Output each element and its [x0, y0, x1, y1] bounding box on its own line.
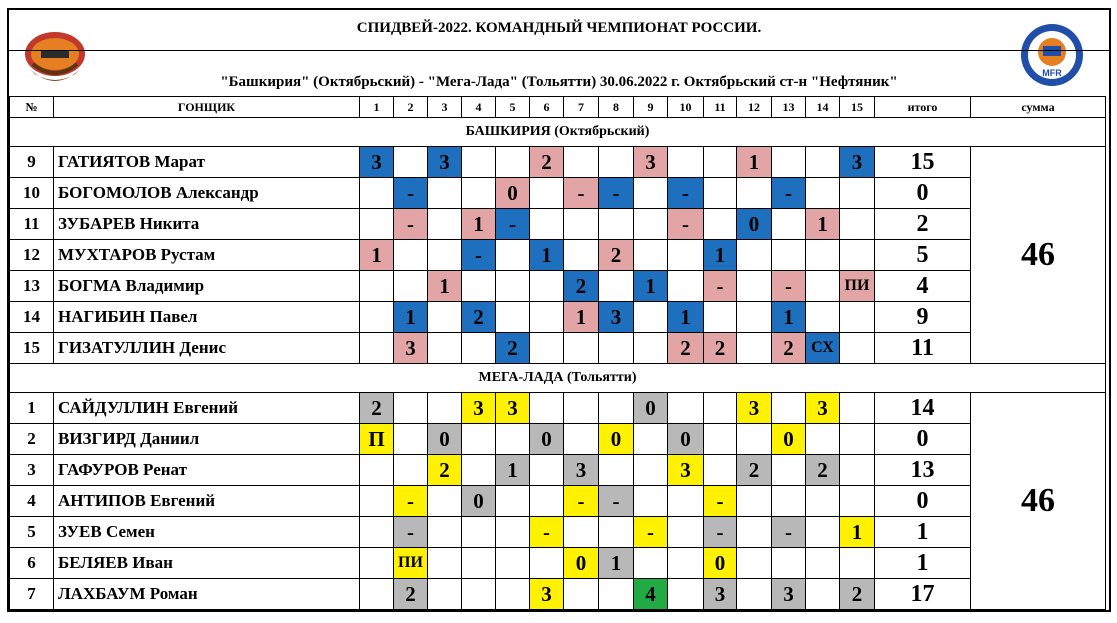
heat-score-cell [840, 424, 875, 455]
heat-score-cell [704, 424, 737, 455]
rider-number: 10 [10, 178, 54, 209]
heat-score-cell [360, 579, 394, 610]
heat-score-cell [428, 240, 462, 271]
rider-number: 11 [10, 209, 54, 240]
heat-score-cell: 1 [840, 517, 875, 548]
heat-score-cell [496, 579, 530, 610]
rider-row [10, 424, 1106, 455]
heat-score-cell [599, 579, 634, 610]
heat-score-cell: 1 [530, 240, 564, 271]
heat-score-cell [840, 393, 875, 424]
team-name: МЕГА-ЛАДА (Тольятти) [10, 364, 1106, 393]
heat-score-cell [564, 147, 599, 178]
col-header-sum: сумма [971, 97, 1106, 118]
heat-score-cell: П [360, 424, 394, 455]
rider-total: 5 [875, 240, 971, 271]
heat-score-cell [564, 393, 599, 424]
heat-score-cell [462, 147, 496, 178]
heat-score-cell [428, 486, 462, 517]
heat-score-cell [428, 209, 462, 240]
col-header-heat: 9 [634, 97, 668, 118]
rider-total: 9 [875, 302, 971, 333]
rider-name: ГАФУРОВ Ренат [54, 455, 360, 486]
heat-score-cell [806, 548, 840, 579]
rider-total: 0 [875, 424, 971, 455]
rider-row [10, 455, 1106, 486]
heat-score-cell: 2 [668, 333, 704, 364]
heat-score-cell: - [394, 209, 428, 240]
heat-score-cell: - [530, 517, 564, 548]
heat-score-cell [772, 240, 806, 271]
heat-score-cell: 1 [496, 455, 530, 486]
heat-score-cell [634, 424, 668, 455]
heat-score-cell: 3 [772, 579, 806, 610]
heat-score-cell: ПИ [840, 271, 875, 302]
heat-score-cell [634, 333, 668, 364]
heat-score-cell [462, 271, 496, 302]
heat-score-cell [806, 178, 840, 209]
heat-score-cell [840, 302, 875, 333]
rider-number: 1 [10, 393, 54, 424]
heat-score-cell [564, 333, 599, 364]
heat-score-cell [806, 271, 840, 302]
col-header-heat: 11 [704, 97, 737, 118]
heat-score-cell [704, 209, 737, 240]
heat-score-cell: 3 [394, 333, 428, 364]
heat-score-cell [530, 302, 564, 333]
heat-score-cell: 2 [840, 579, 875, 610]
heat-score-cell [806, 517, 840, 548]
heat-score-cell: 2 [772, 333, 806, 364]
heat-score-cell: 1 [564, 302, 599, 333]
heat-score-cell [462, 517, 496, 548]
rider-name: БЕЛЯЕВ Иван [54, 548, 360, 579]
heat-score-cell: 2 [806, 455, 840, 486]
heat-score-cell [737, 178, 772, 209]
rider-name: САЙДУЛЛИН Евгений [54, 393, 360, 424]
rider-total: 1 [875, 517, 971, 548]
rider-row [10, 240, 1106, 271]
rider-number: 4 [10, 486, 54, 517]
heat-score-cell: - [668, 178, 704, 209]
heat-score-cell [428, 517, 462, 548]
heat-score-cell [737, 517, 772, 548]
heat-score-cell [668, 147, 704, 178]
rider-name: БОГМА Владимир [54, 271, 360, 302]
heat-score-cell [634, 178, 668, 209]
heat-score-cell [360, 517, 394, 548]
heat-score-cell [496, 517, 530, 548]
heat-score-cell: 0 [737, 209, 772, 240]
rider-number: 9 [10, 147, 54, 178]
heat-score-cell [840, 455, 875, 486]
heat-score-cell [634, 455, 668, 486]
heat-score-cell: - [564, 178, 599, 209]
rider-name: ЛАХБАУМ Роман [54, 579, 360, 610]
heat-score-cell: 3 [634, 147, 668, 178]
heat-score-cell [394, 424, 428, 455]
heat-score-cell: 1 [806, 209, 840, 240]
heat-score-cell [737, 579, 772, 610]
heat-score-cell: 2 [564, 271, 599, 302]
heat-score-cell: - [668, 209, 704, 240]
heat-score-cell [840, 548, 875, 579]
rider-row [10, 579, 1106, 610]
heat-score-cell: - [496, 209, 530, 240]
heat-score-cell [462, 548, 496, 579]
heat-score-cell [634, 240, 668, 271]
heat-score-cell: - [564, 486, 599, 517]
heat-score-cell: - [634, 517, 668, 548]
heat-score-cell [394, 393, 428, 424]
heat-score-cell [772, 486, 806, 517]
heat-score-cell [496, 302, 530, 333]
heat-score-cell: 0 [704, 548, 737, 579]
heat-score-cell [634, 209, 668, 240]
heat-score-cell [737, 333, 772, 364]
col-header-rider: ГОНЩИК [54, 97, 360, 118]
heat-score-cell: 1 [462, 209, 496, 240]
heat-score-cell: 0 [772, 424, 806, 455]
heat-score-cell [462, 455, 496, 486]
heat-score-cell [806, 147, 840, 178]
heat-score-cell [394, 240, 428, 271]
heat-score-cell: 1 [634, 271, 668, 302]
heat-score-cell [530, 548, 564, 579]
rider-number: 6 [10, 548, 54, 579]
rider-row [10, 271, 1106, 302]
results-sheet [7, 8, 1111, 612]
heat-score-cell: 3 [704, 579, 737, 610]
col-header-total: итого [875, 97, 971, 118]
rider-name: БОГОМОЛОВ Александр [54, 178, 360, 209]
heat-score-cell [599, 517, 634, 548]
rider-total: 14 [875, 393, 971, 424]
heat-score-cell: 0 [428, 424, 462, 455]
heat-score-cell: 1 [668, 302, 704, 333]
heat-score-cell: 1 [599, 548, 634, 579]
rider-number: 13 [10, 271, 54, 302]
heat-score-cell [737, 424, 772, 455]
heat-score-cell: 3 [806, 393, 840, 424]
col-header-heat: 7 [564, 97, 599, 118]
heat-score-cell [428, 302, 462, 333]
heat-score-cell: 3 [428, 147, 462, 178]
heat-score-cell [599, 393, 634, 424]
rider-total: 17 [875, 579, 971, 610]
team-header-row [10, 364, 1106, 393]
heat-score-cell [634, 548, 668, 579]
heat-score-cell [360, 271, 394, 302]
heat-score-cell: - [704, 271, 737, 302]
heat-score-cell [840, 209, 875, 240]
results-table [9, 96, 1106, 610]
heat-score-cell [806, 424, 840, 455]
col-header-heat: 14 [806, 97, 840, 118]
heat-score-cell [737, 486, 772, 517]
heat-score-cell [428, 548, 462, 579]
heat-score-cell [737, 271, 772, 302]
rider-row [10, 209, 1106, 240]
rider-row [10, 393, 1106, 424]
heat-score-cell [599, 209, 634, 240]
heat-score-cell [462, 424, 496, 455]
rider-total: 2 [875, 209, 971, 240]
heat-score-cell: 2 [360, 393, 394, 424]
rider-total: 13 [875, 455, 971, 486]
heat-score-cell: 3 [668, 455, 704, 486]
heat-score-cell: 0 [462, 486, 496, 517]
heat-score-cell [806, 579, 840, 610]
heat-score-cell: 2 [704, 333, 737, 364]
heat-score-cell: - [394, 486, 428, 517]
heat-score-cell [840, 178, 875, 209]
col-header-heat: 2 [394, 97, 428, 118]
rider-name: ВИЗГИРД Даниил [54, 424, 360, 455]
heat-score-cell [530, 271, 564, 302]
heat-score-cell [668, 517, 704, 548]
rider-name: ГИЗАТУЛЛИН Денис [54, 333, 360, 364]
heat-score-cell [772, 209, 806, 240]
heat-score-cell: 2 [599, 240, 634, 271]
rider-total: 0 [875, 486, 971, 517]
heat-score-cell: 1 [394, 302, 428, 333]
heat-score-cell [704, 302, 737, 333]
rider-row [10, 486, 1106, 517]
heat-score-cell [634, 302, 668, 333]
heat-score-cell [564, 424, 599, 455]
heat-score-cell: 2 [496, 333, 530, 364]
rider-row [10, 178, 1106, 209]
heat-score-cell [772, 548, 806, 579]
heat-score-cell [360, 548, 394, 579]
heat-score-cell: 1 [737, 147, 772, 178]
rider-number: 14 [10, 302, 54, 333]
heat-score-cell [496, 424, 530, 455]
col-header-heat: 15 [840, 97, 875, 118]
heat-score-cell: СХ [806, 333, 840, 364]
col-header-heat: 10 [668, 97, 704, 118]
heat-score-cell: 3 [530, 579, 564, 610]
heat-score-cell [564, 579, 599, 610]
heat-score-cell [496, 271, 530, 302]
rider-number: 5 [10, 517, 54, 548]
heat-score-cell: 1 [428, 271, 462, 302]
rider-row [10, 147, 1106, 178]
heat-score-cell: 3 [737, 393, 772, 424]
heat-score-cell [737, 302, 772, 333]
heat-score-cell: - [599, 486, 634, 517]
heat-score-cell [496, 486, 530, 517]
heat-score-cell [704, 178, 737, 209]
heat-score-cell [462, 178, 496, 209]
heat-score-cell: 0 [530, 424, 564, 455]
heat-score-cell [496, 147, 530, 178]
col-header-heat: 5 [496, 97, 530, 118]
heat-score-cell [394, 147, 428, 178]
heat-score-cell [668, 240, 704, 271]
rider-total: 4 [875, 271, 971, 302]
heat-score-cell: - [462, 240, 496, 271]
heat-score-cell [806, 302, 840, 333]
col-header-heat: 12 [737, 97, 772, 118]
rider-row [10, 517, 1106, 548]
heat-score-cell: - [704, 517, 737, 548]
heat-score-cell [668, 579, 704, 610]
heat-score-cell: 0 [496, 178, 530, 209]
col-header-heat: 1 [360, 97, 394, 118]
team-name: БАШКИРИЯ (Октябрьский) [10, 118, 1106, 147]
heat-score-cell: - [772, 517, 806, 548]
heat-score-cell [599, 147, 634, 178]
heat-score-cell: 0 [634, 393, 668, 424]
rider-total: 0 [875, 178, 971, 209]
heat-score-cell: - [704, 486, 737, 517]
heat-score-cell [564, 209, 599, 240]
heat-score-cell [806, 486, 840, 517]
heat-score-cell: - [394, 178, 428, 209]
heat-score-cell: 3 [840, 147, 875, 178]
heat-score-cell [530, 393, 564, 424]
heat-score-cell [496, 548, 530, 579]
heat-score-cell [704, 393, 737, 424]
heat-score-cell [394, 271, 428, 302]
heat-score-cell [668, 271, 704, 302]
col-header-heat: 3 [428, 97, 462, 118]
heat-score-cell [428, 178, 462, 209]
rider-name: МУХТАРОВ Рустам [54, 240, 360, 271]
rider-name: ЗУЕВ Семен [54, 517, 360, 548]
heat-score-cell [360, 486, 394, 517]
rider-number: 12 [10, 240, 54, 271]
heat-score-cell: 3 [496, 393, 530, 424]
heat-score-cell [496, 240, 530, 271]
heat-score-cell: 0 [564, 548, 599, 579]
heat-score-cell [360, 178, 394, 209]
heat-score-cell [840, 486, 875, 517]
heat-score-cell [840, 240, 875, 271]
heat-score-cell: 2 [737, 455, 772, 486]
heat-score-cell [599, 333, 634, 364]
heat-score-cell [530, 455, 564, 486]
heat-score-cell [428, 393, 462, 424]
col-header-heat: 13 [772, 97, 806, 118]
heat-score-cell [704, 455, 737, 486]
heat-score-cell [772, 147, 806, 178]
team-sum: 46 [971, 147, 1106, 364]
heat-score-cell: 3 [599, 302, 634, 333]
heat-score-cell [530, 486, 564, 517]
team-header-row [10, 118, 1106, 147]
rider-row [10, 333, 1106, 364]
heat-score-cell [428, 579, 462, 610]
heat-score-cell: 2 [428, 455, 462, 486]
heat-score-cell: 4 [634, 579, 668, 610]
heat-score-cell: 1 [772, 302, 806, 333]
heat-score-cell [428, 333, 462, 364]
heat-score-cell: ПИ [394, 548, 428, 579]
heat-score-cell: 3 [462, 393, 496, 424]
heat-score-cell [668, 393, 704, 424]
heat-score-cell: 1 [704, 240, 737, 271]
heat-score-cell [737, 548, 772, 579]
heat-score-cell: 2 [530, 147, 564, 178]
rider-number: 7 [10, 579, 54, 610]
heat-score-cell [634, 486, 668, 517]
heat-score-cell [668, 486, 704, 517]
col-header-heat: 6 [530, 97, 564, 118]
heat-score-cell [564, 517, 599, 548]
heat-score-cell [564, 240, 599, 271]
page-title: СПИДВЕЙ-2022. КОМАНДНЫЙ ЧЕМПИОНАТ РОССИИ. [356, 20, 762, 36]
heat-score-cell [530, 178, 564, 209]
rider-total: 15 [875, 147, 971, 178]
rider-row [10, 302, 1106, 333]
heat-score-cell: 1 [360, 240, 394, 271]
heat-score-cell [462, 333, 496, 364]
heat-score-cell [806, 240, 840, 271]
rider-name: ЗУБАРЕВ Никита [54, 209, 360, 240]
heat-score-cell [599, 455, 634, 486]
heat-score-cell: 2 [462, 302, 496, 333]
rider-number: 15 [10, 333, 54, 364]
heat-score-cell [668, 548, 704, 579]
col-header-heat: 8 [599, 97, 634, 118]
heat-score-cell [360, 455, 394, 486]
rider-number: 2 [10, 424, 54, 455]
heat-score-cell: 2 [394, 579, 428, 610]
team-sum: 46 [971, 393, 1106, 610]
heat-score-cell [599, 271, 634, 302]
heat-score-cell: - [772, 178, 806, 209]
heat-score-cell: - [772, 271, 806, 302]
heat-score-cell [704, 147, 737, 178]
header-row [10, 97, 1106, 118]
rider-name: ГАТИЯТОВ Марат [54, 147, 360, 178]
rider-name: НАГИБИН Павел [54, 302, 360, 333]
heat-score-cell [360, 302, 394, 333]
heat-score-cell [840, 333, 875, 364]
heat-score-cell: 3 [564, 455, 599, 486]
heat-score-cell [462, 579, 496, 610]
rider-number: 3 [10, 455, 54, 486]
heat-score-cell: 0 [599, 424, 634, 455]
rider-total: 11 [875, 333, 971, 364]
heat-score-cell [530, 209, 564, 240]
rider-name: АНТИПОВ Евгений [54, 486, 360, 517]
heat-score-cell [530, 333, 564, 364]
heat-score-cell [394, 455, 428, 486]
match-subtitle: "Башкирия" (Октябрьский) - "Мега-Лада" (Тольятти) 30.06.2022 г. Октябрьский ст-н "Нефтяник" [220, 74, 898, 90]
heat-score-cell: 3 [360, 147, 394, 178]
heat-score-cell [360, 209, 394, 240]
heat-score-cell [772, 393, 806, 424]
heat-score-cell: - [394, 517, 428, 548]
heat-score-cell [737, 240, 772, 271]
heat-score-cell [772, 455, 806, 486]
mfr-logo-text: MFR [1042, 68, 1062, 78]
col-header-no: № [10, 97, 54, 118]
heat-score-cell: 0 [668, 424, 704, 455]
rider-total: 1 [875, 548, 971, 579]
rider-row [10, 548, 1106, 579]
heat-score-cell: - [599, 178, 634, 209]
heat-score-cell [360, 333, 394, 364]
col-header-heat: 4 [462, 97, 496, 118]
divider [9, 50, 1109, 51]
